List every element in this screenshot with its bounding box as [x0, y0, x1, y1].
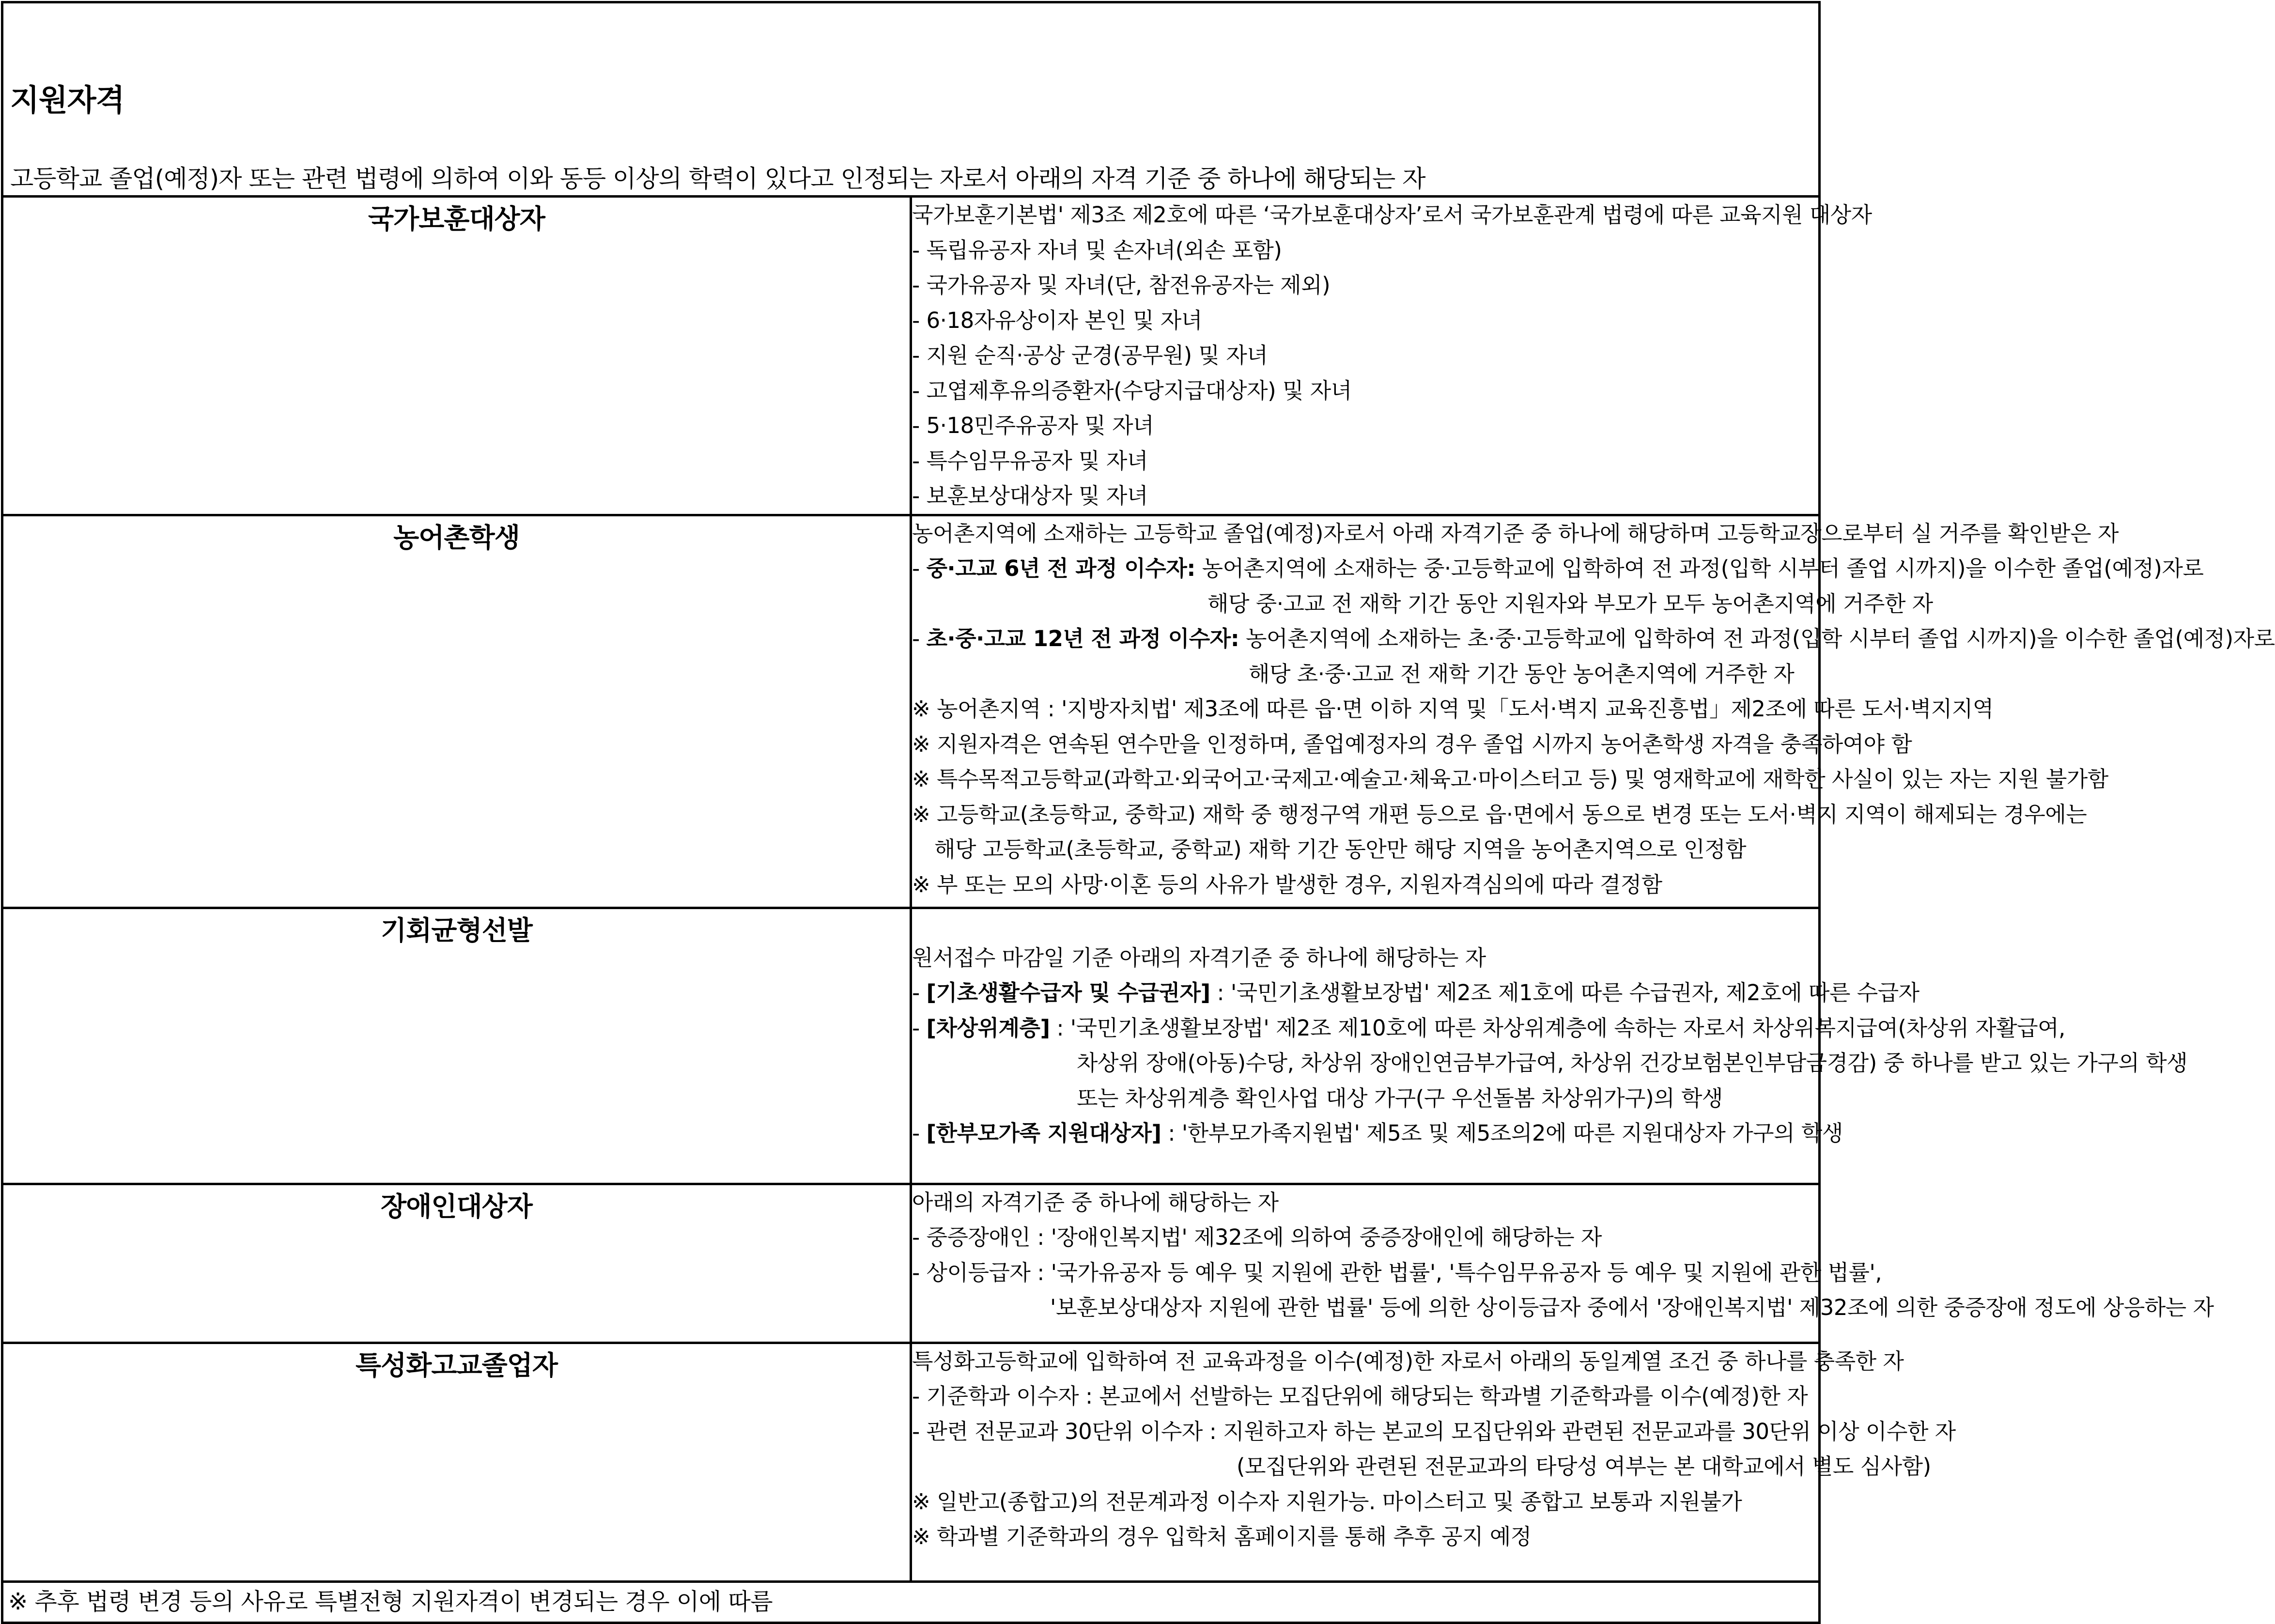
- detail-disabled: [911, 1184, 2214, 1343]
- detail-line: - 지원 순직·공상 군경(공무원) 및 자녀: [912, 342, 1268, 368]
- section-intro: 고등학교 졸업(예정)자 또는 관련 법령에 의하여 이와 동등 이상의 학력이 있다고 인정되는 자로서 아래의 자격 기준 중 하나에 해당되는 자: [10, 165, 1425, 193]
- detail-line: - 기준학과 이수자 : 본교에서 선발하는 모집단위에 해당되는 학과별 기준학과를 이수(예정)한 자: [912, 1383, 1808, 1409]
- detail-prefix: -: [912, 1015, 927, 1041]
- detail-line: - 보훈보상대상자 및 자녀: [912, 483, 1148, 509]
- detail-line: 아래의 자격기준 중 하나에 해당하는 자: [912, 1189, 1279, 1215]
- category-veterans: 국가보훈대상자: [2, 197, 911, 515]
- detail-text: : '한부모가족지원법' 제5조 및 제5조의2에 따른 지원대상자 가구의 학생: [1161, 1120, 1843, 1146]
- header-row: [2, 2, 1820, 197]
- detail-opportunity: [911, 908, 2188, 1184]
- detail-line: [912, 1011, 2065, 1046]
- detail-line: 차상위 장애(아동)수당, 차상위 장애인연금부가급여, 차상위 건강보험본인부담금경감) 중 하나를 받고 있는 가구의 학생: [1077, 1050, 2188, 1076]
- detail-line: - 중증장애인 : '장애인복지법' 제32조에 의하여 중증장애인에 해당하는 자: [912, 1224, 1602, 1250]
- detail-text: : '국민기초생활보장법' 제2조 제1호에 따른 수급권자, 제2호에 따른 수급자: [1210, 980, 1919, 1005]
- detail-text: 농어촌지역에 소재하는 중·고등학교에 입학하여 전 과정(입학 시부터 졸업 시까지)을 이수한 졸업(예정)자로: [1195, 556, 2204, 581]
- detail-line: 특성화고등학교에 입학하여 전 교육과정을 이수(예정)한 자로서 아래의 동일계열 조건 중 하나를 충족한 자: [912, 1348, 1904, 1374]
- detail-line: - 고엽제후유의증환자(수당지급대상자) 및 자녀: [912, 377, 1352, 403]
- detail-text: 농어촌지역에 소재하는 초·중·고등학교에 입학하여 전 과정(입학 시부터 졸업 시까지)을 이수한 졸업(예정)자로: [1239, 626, 2275, 651]
- header-cell: [2, 2, 1820, 197]
- detail-line: ※ 특수목적고등학교(과학고·외국어고·국제고·예술고·체육고·마이스터고 등) 및 영재학교에 재학한 사실이 있는 자는 지원 불가함: [912, 766, 2108, 792]
- detail-bold-label: [한부모가족 지원대상자]: [926, 1120, 1161, 1146]
- detail-bold-label: [차상위계층]: [926, 1015, 1050, 1041]
- detail-line: - 국가유공자 및 자녀(단, 참전유공자는 제외): [912, 272, 1331, 298]
- detail-prefix: -: [912, 1120, 927, 1146]
- row-veterans: [2, 197, 1820, 515]
- detail-block: [912, 909, 2188, 1183]
- detail-line: - 5·18민주유공자 및 자녀: [912, 413, 1154, 438]
- category-specialized: 특성화고교졸업자: [2, 1343, 911, 1581]
- detail-line: 원서접수 마감일 기준 아래의 자격기준 중 하나에 해당하는 자: [912, 944, 1486, 971]
- detail-line: (모집단위와 관련된 전문교과의 타당성 여부는 본 대학교에서 별도 심사함): [1237, 1454, 1931, 1479]
- row-farming: [2, 515, 1820, 908]
- detail-prefix: -: [912, 626, 927, 651]
- detail-line: 해당 중·고교 전 재학 기간 동안 지원자와 부모가 모두 농어촌지역에 거주한 자: [1207, 590, 1933, 617]
- footnote: ※ 추후 법령 변경 등의 사유로 특별전형 지원자격이 변경되는 경우 이에 따름: [8, 1588, 773, 1615]
- detail-line: [912, 975, 1919, 1011]
- detail-specialized: [911, 1343, 1956, 1581]
- footnote-cell: [2, 1581, 1820, 1623]
- detail-line: ※ 지원자격은 연속된 연수만을 인정하며, 졸업예정자의 경우 졸업 시까지 농어촌학생 자격을 충족하여야 함: [912, 731, 1912, 757]
- footnote-row: [2, 1581, 1820, 1623]
- detail-line: 또는 차상위계층 확인사업 대상 가구(구 우선돌봄 차상위가구)의 학생: [1077, 1085, 1723, 1111]
- category-farming: 농어촌학생: [2, 515, 911, 908]
- detail-line: 해당 초·중·고교 전 재학 기간 동안 농어촌지역에 거주한 자: [1249, 661, 1795, 687]
- detail-line: [912, 621, 2275, 657]
- eligibility-table: [1, 1, 2275, 1624]
- detail-line: ※ 부 또는 모의 사망·이혼 등의 사유가 발생한 경우, 지원자격심의에 따라 결정함: [912, 871, 1662, 897]
- row-specialized: [2, 1343, 1820, 1581]
- detail-bold-label: [기초생활수급자 및 수급권자]: [926, 980, 1210, 1005]
- row-disabled: [2, 1184, 1820, 1343]
- detail-line: [912, 551, 2204, 587]
- detail-text: : '국민기초생활보장법' 제2조 제10호에 따른 차상위계층에 속하는 자로서 차상위복지급여(차상위 자활급여,: [1050, 1015, 2065, 1041]
- category-disabled: 장애인대상자: [2, 1184, 911, 1343]
- detail-prefix: -: [912, 556, 927, 581]
- detail-line: - 6·18자유상이자 본인 및 자녀: [912, 307, 1202, 333]
- detail-line: - 독립유공자 자녀 및 손자녀(외손 포함): [912, 237, 1282, 263]
- detail-line: 농어촌지역에 소재하는 고등학교 졸업(예정)자로서 아래 자격기준 중 하나에 해당하며 고등학교장으로부터 실 거주를 확인받은 자: [912, 520, 2119, 546]
- category-opportunity: 기회균형선발: [2, 908, 911, 1184]
- detail-line: ※ 고등학교(초등학교, 중학교) 재학 중 행정구역 개편 등으로 읍·면에서 동으로 변경 또는 도서·벽지 지역이 해제되는 경우에는: [912, 801, 2087, 827]
- detail-line: 국가보훈기본법' 제3조 제2호에 따른 ‘국가보훈대상자’로서 국가보훈관계 법령에 따른 교육지원 대상자: [912, 202, 1872, 228]
- detail-line: ※ 일반고(종합고)의 전문계과정 이수자 지원가능. 마이스터고 및 종합고 보통과 지원불가: [912, 1488, 1742, 1515]
- detail-bold-label: 초·중·고교 12년 전 과정 이수자:: [926, 626, 1239, 651]
- detail-line: '보훈보상대상자 지원에 관한 법률' 등에 의한 상이등급자 중에서 '장애인복지법' 제32조에 의한 중증장애 정도에 상응하는 자: [1050, 1295, 2214, 1320]
- row-opportunity: [2, 908, 1820, 1184]
- detail-line: 해당 고등학교(초등학교, 중학교) 재학 기간 동안만 해당 지역을 농어촌지역으로 인정함: [934, 836, 1747, 862]
- detail-veterans: [911, 197, 1872, 515]
- detail-line: - 관련 전문교과 30단위 이수자 : 지원하고자 하는 본교의 모집단위와 관련된 전문교과를 30단위 이상 이수한 자: [912, 1418, 1956, 1444]
- detail-farming: [911, 515, 2275, 908]
- detail-line: - 특수임무유공자 및 자녀: [912, 448, 1148, 474]
- section-title: 지원자격: [10, 82, 124, 118]
- detail-line: [912, 1116, 1843, 1151]
- detail-bold-label: 중·고교 6년 전 과정 이수자:: [926, 556, 1195, 581]
- detail-line: ※ 학과별 기준학과의 경우 입학처 홈페이지를 통해 추후 공지 예정: [912, 1524, 1532, 1549]
- detail-line: ※ 농어촌지역 : '지방자치법' 제3조에 따른 읍·면 이하 지역 및「도서·벽지 교육진흥법」제2조에 따른 도서·벽지지역: [912, 696, 1994, 722]
- detail-line: - 상이등급자 : '국가유공자 등 예우 및 지원에 관한 법률', '특수임무유공자 등 예우 및 지원에 관한 법률',: [912, 1259, 1882, 1285]
- detail-prefix: -: [912, 980, 927, 1005]
